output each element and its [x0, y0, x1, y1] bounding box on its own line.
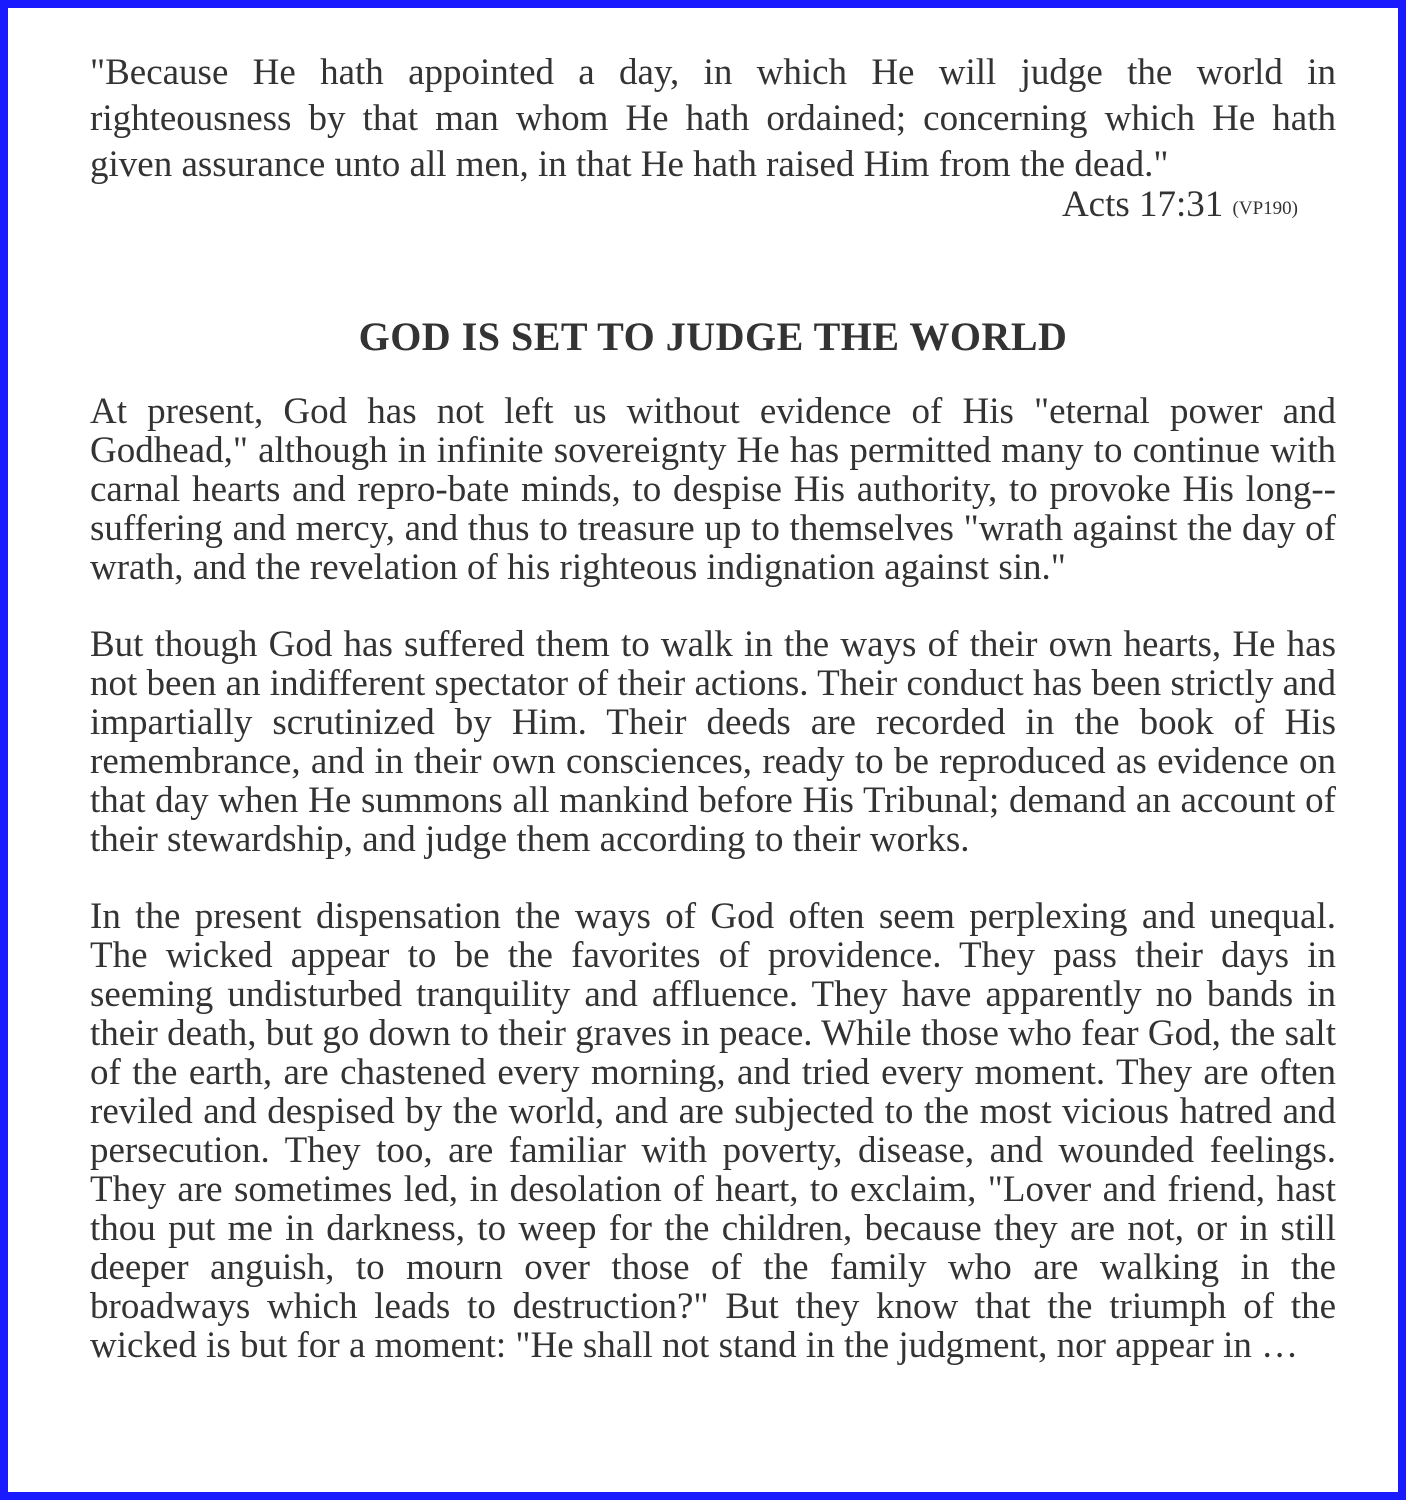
verse-reference: [90, 186, 1336, 228]
verse-reference-code: (VP190): [1232, 198, 1298, 219]
paragraph-1: At present, God has not left us without evidence of His "eternal power and Godhead," although in infinite sovereignty He has permitted many to continue with carnal hearts and repro-bate minds, to despise His authority, to provoke His long--suffering and mercy, and thus to treasure up to themselves "wrath against the day of wrath, and the revelation of his righteous indignation against sin.": [90, 391, 1336, 588]
paragraph-3: In the present dispensation the ways of God often seem perplexing and unequal. The wicked appear to be the favorites of providence. They pass their days in seeming undisturbed tranquility and affluence. They have apparently no bands in their death, but go down to their graves in peace. While those who fear God, the salt of the earth, are chastened every morning, and tried every moment. They are often reviled and despised by the world, and are subjected to the most vicious hatred and persecution. They too, are familiar with poverty, disease, and wounded feelings. They are sometimes led, in desolation of heart, to exclaim, "Lover and friend, hast thou put me in darkness, to weep for the children, because they are not, or in still deeper anguish, to mourn over those of the family who are walking in the broadways which leads to destruction?" But they know that the triumph of the wicked is but for a moment: "He shall not stand in the judgment, nor appear in …: [90, 896, 1336, 1366]
paragraph-2: But though God has suffered them to walk in the ways of their own hearts, He has not been an indifferent spectator of their actions. Their conduct has been strictly and impartially scrutinized by Him. Their deeds are recorded in the book of His remembrance, and in their own consciences, ready to be reproduced as evidence on that day when He summons all mankind before His Tribunal; demand an account of their stewardship, and judge them according to their works.: [90, 624, 1336, 860]
verse-quote: "Because He hath appointed a day, in which He will judge the world in righteousness by that man whom He hath ordained; concerning which He hath given assurance unto all men, in that He hath raised Him from the dead.": [90, 52, 1336, 185]
section-heading: GOD IS SET TO JUDGE THE WORLD: [358, 314, 1068, 359]
document-content: [90, 50, 1336, 1365]
verse-reference-text: Acts 17:31: [1061, 184, 1224, 225]
